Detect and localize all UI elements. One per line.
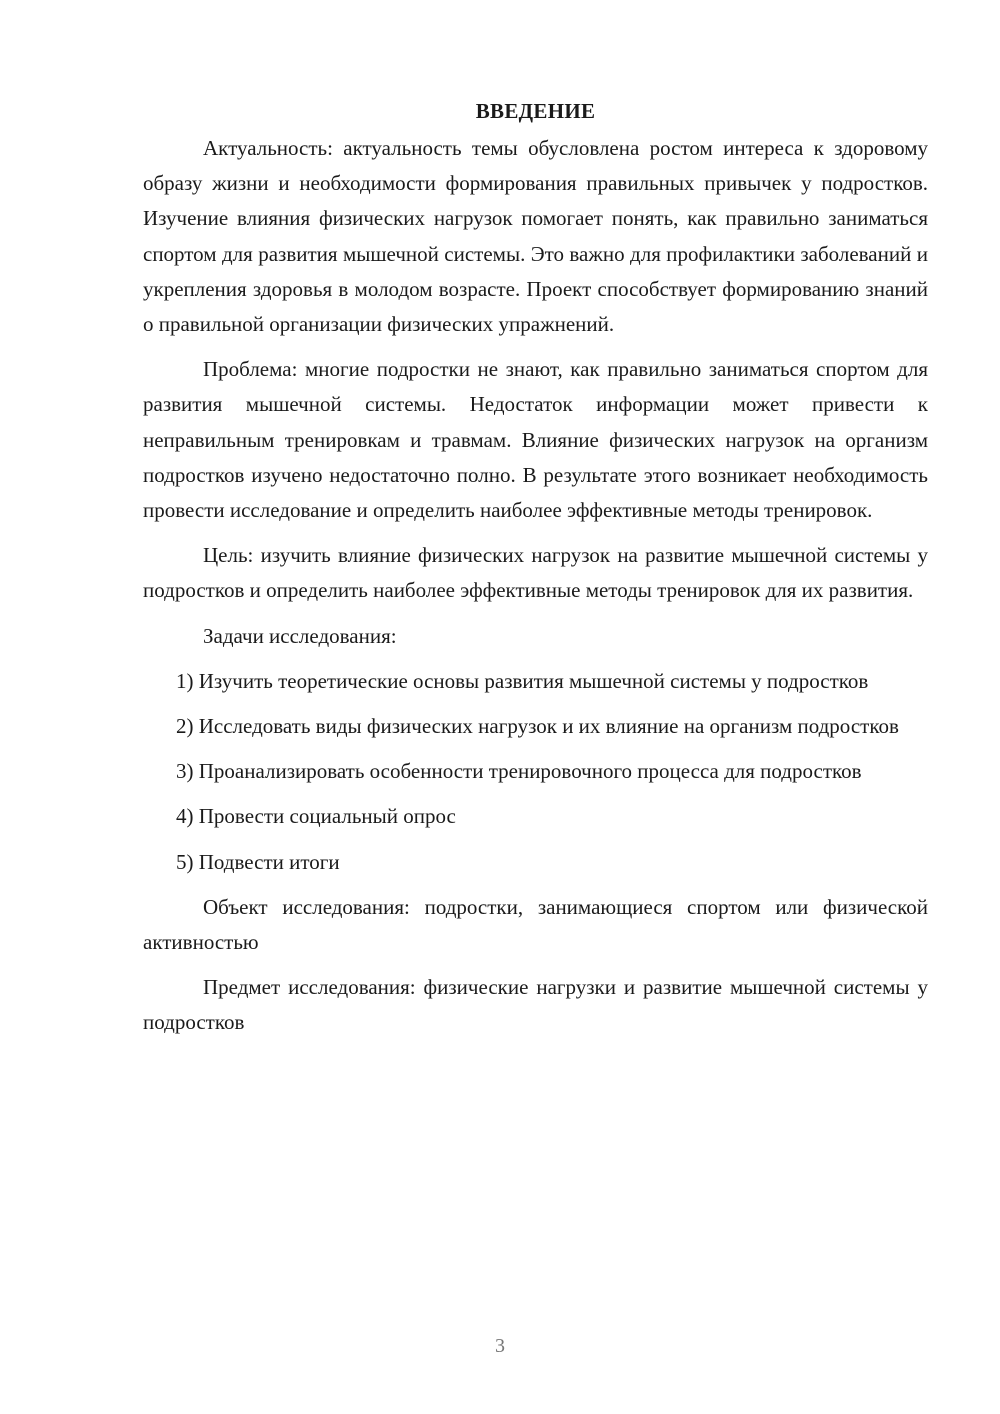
page-number: 3 bbox=[495, 1335, 505, 1357]
goal-paragraph: Цель: изучить влияние физических нагрузок на развитие мышечной системы у подростков и определить наиболее эффективные методы тренировок для их развития. bbox=[143, 543, 928, 603]
task-item: 1) Изучить теоретические основы развития мышечной системы у подростков bbox=[176, 668, 869, 693]
document-page bbox=[143, 94, 928, 1051]
task-item: 5) Подвести итоги bbox=[176, 849, 340, 874]
tasks-list bbox=[143, 664, 928, 880]
task-item: 2) Исследовать виды физических нагрузок и их влияние на организм подростков bbox=[176, 714, 899, 739]
problem-paragraph: Проблема: многие подростки не знают, как правильно заниматься спортом для развития мышечной системы. Недостаток информации может привести к неправильным тренировкам и травмам. Влияние физических нагрузок на организм подростков изучено недостаточно полно. В результате этого возникает необходимость провести исследование и определить наиболее эффективные методы тренировок. bbox=[143, 357, 928, 523]
task-item: 3) Проанализировать особенности тренировочного процесса для подростков bbox=[176, 759, 862, 784]
tasks-heading: Задачи исследования: bbox=[203, 623, 397, 648]
subject-paragraph: Предмет исследования: физические нагрузки и развитие мышечной системы у подростков bbox=[143, 975, 928, 1035]
relevance-paragraph: Актуальность: актуальность темы обусловлена ростом интереса к здоровому образу жизни и необходимости формирования правильных привычек у подростков. Изучение влияния физических нагрузок помогает понять, как правильно заниматься спортом для развития мышечной системы. Это важно для профилактики заболеваний и укрепления здоровья в молодом возрасте. Проект способствует формированию знаний о правильной организации физических упражнений. bbox=[143, 136, 928, 337]
section-title: ВВЕДЕНИЕ bbox=[475, 99, 596, 123]
task-item: 4) Провести социальный опрос bbox=[176, 804, 456, 829]
object-paragraph: Объект исследования: подростки, занимающиеся спортом или физической активностью bbox=[143, 894, 928, 955]
